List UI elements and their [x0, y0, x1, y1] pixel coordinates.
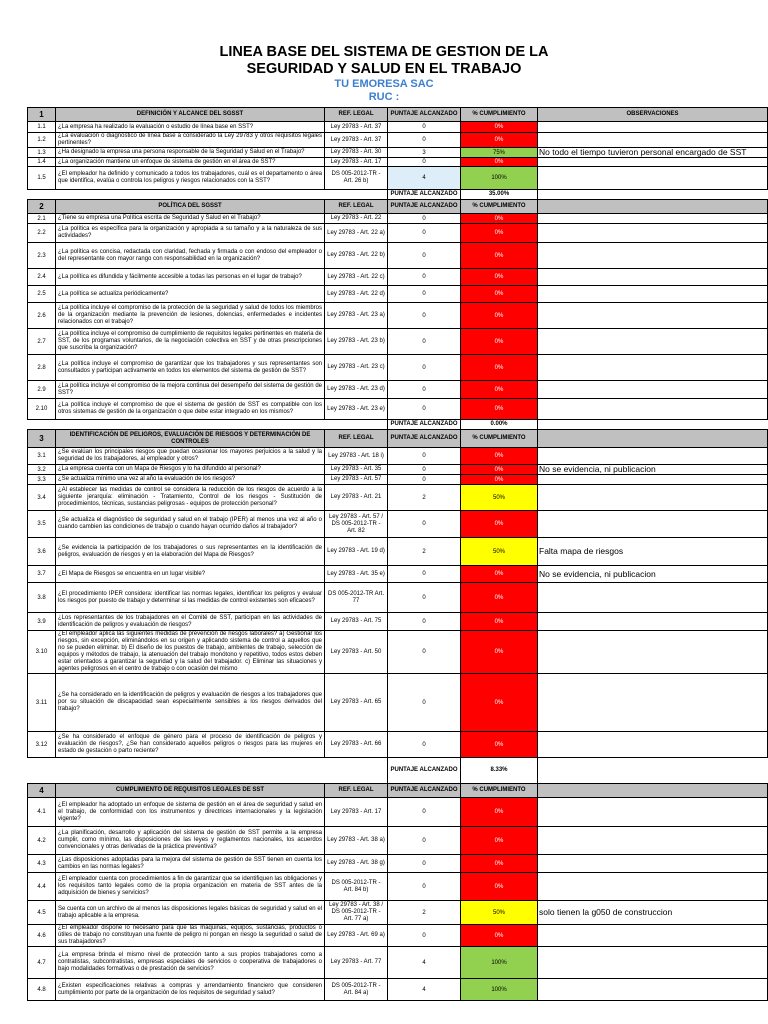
table-row: [28, 303, 768, 329]
table-row: [28, 269, 768, 286]
item-compliance: 100%: [461, 947, 538, 979]
section-header-row: [28, 108, 768, 122]
item-question: ¿La evaluación o diagnóstico de línea base a considerado la Ley 29783 y otros requisitos legales pertinentes?: [56, 133, 325, 148]
item-score: 0: [388, 329, 461, 355]
item-question: ¿La política es concisa, redactada con claridad, fechada y firmada o con endoso del empleador o del representante con mayor rango con responsabilidad en la organización?: [56, 243, 325, 269]
item-score: 0: [388, 566, 461, 583]
section-total-row: [28, 420, 768, 430]
column-header-score: PUNTAJE ALCANZADO: [388, 430, 461, 448]
item-question: ¿La empresa cuenta con un Mapa de Riesgos y lo ha difundido al personal?: [56, 465, 325, 475]
item-number: 4.1: [28, 798, 56, 827]
section-number: 4: [28, 784, 56, 798]
item-legal-ref: Ley 29783 - Art. 23 d): [325, 381, 388, 399]
item-number: 3.8: [28, 583, 56, 613]
table-row: [28, 979, 768, 1001]
item-legal-ref: Ley 29783 - Art. 35 e): [325, 566, 388, 583]
item-score: 0: [388, 214, 461, 224]
item-score: 0: [388, 674, 461, 732]
table-row: [28, 122, 768, 133]
item-score: 4: [388, 979, 461, 1001]
column-header-obs: OBSERVACIONES: [538, 108, 768, 122]
item-question: ¿El empleador ha adoptado un enfoque de sistema de gestión en el área de seguridad y salud en el trabajo, de conformidad con los instrumentos y directrices internacionales y la legislación vigente?: [56, 798, 325, 827]
item-legal-ref: Ley 29783 - Art. 23 e): [325, 399, 388, 420]
item-score: 2: [388, 538, 461, 566]
item-question: ¿La política es específica para la organización y apropiada a su tamaño y a la naturaleza de sus actividades?: [56, 224, 325, 243]
table-row: [28, 485, 768, 511]
item-question: ¿La organización mantiene un enfoque de sistema de gestión en el área de SST?: [56, 158, 325, 167]
item-question: ¿La política incluye el compromiso de la protección de la seguridad y salud de todos los miembros de la organización mediante la prevención de lesiones, dolencias, enfermedades e incidentes relacionados con el trabajo?: [56, 303, 325, 329]
item-observation: [538, 855, 768, 873]
item-legal-ref: Ley 29783 - Art. 38 g): [325, 855, 388, 873]
item-score: 0: [388, 631, 461, 674]
item-compliance: 0%: [461, 631, 538, 674]
item-legal-ref: Ley 29783 - Art. 22 a): [325, 224, 388, 243]
section-header-row: [28, 200, 768, 214]
table-row: [28, 674, 768, 732]
ruc-label: RUC :: [368, 91, 400, 103]
item-number: 2.5: [28, 286, 56, 303]
item-legal-ref: Ley 29783 - Art. 17: [325, 798, 388, 827]
item-compliance: 100%: [461, 979, 538, 1001]
item-legal-ref: Ley 29783 - Art. 19 d): [325, 538, 388, 566]
item-score: 0: [388, 399, 461, 420]
item-legal-ref: Ley 29783 - Art. 57 / DS 005-2012-TR - Art. 82: [325, 511, 388, 538]
item-question: ¿La política incluye el compromiso de garantizar que los trabajadores y sus representantes son consultados y participan activamente en todos los elementos del sistema de gestión de SST?: [56, 355, 325, 381]
item-compliance: 0%: [461, 133, 538, 148]
column-header-ref: REF. LEGAL: [325, 108, 388, 122]
item-compliance: 0%: [461, 269, 538, 286]
item-compliance: 0%: [461, 399, 538, 420]
baseline-table: [27, 107, 768, 1001]
table-row: [28, 855, 768, 873]
item-legal-ref: DS 005-2012-TR - Art. 84 a): [325, 979, 388, 1001]
item-legal-ref: Ley 29783 - Art. 66: [325, 732, 388, 758]
item-compliance: 0%: [461, 355, 538, 381]
item-number: 4.7: [28, 947, 56, 979]
item-observation: [538, 613, 768, 631]
section-number: 3: [28, 430, 56, 448]
item-score: 4: [388, 947, 461, 979]
item-observation: [538, 243, 768, 269]
item-question: ¿El Mapa de Riesgos se encuentra en un lugar visible?: [56, 566, 325, 583]
item-legal-ref: Ley 29783 - Art. 22 c): [325, 269, 388, 286]
item-score: 0: [388, 732, 461, 758]
item-number: 1.2: [28, 133, 56, 148]
item-number: 2.8: [28, 355, 56, 381]
item-number: 2.2: [28, 224, 56, 243]
spacer-cell: [538, 190, 768, 200]
section-total-label: PUNTAJE ALCANZADO: [388, 420, 461, 430]
item-question: ¿La política es difundida y fácilmente accesible a todas las personas en el lugar de trabajo?: [56, 269, 325, 286]
column-header-score: PUNTAJE ALCANZADO: [388, 108, 461, 122]
item-score: 2: [388, 901, 461, 925]
item-number: 3.2: [28, 465, 56, 475]
item-observation: [538, 631, 768, 674]
item-compliance: 0%: [461, 674, 538, 732]
section-title: CUMPLIMIENTO DE REQUISITOS LEGALES DE SST: [56, 784, 325, 798]
item-compliance: 0%: [461, 243, 538, 269]
item-number: 3.9: [28, 613, 56, 631]
table-row: [28, 286, 768, 303]
item-legal-ref: Ley 29783 - Art. 23 a): [325, 303, 388, 329]
item-compliance: 50%: [461, 538, 538, 566]
item-compliance: 0%: [461, 613, 538, 631]
item-legal-ref: Ley 29783 - Art. 30: [325, 148, 388, 158]
item-score: 0: [388, 798, 461, 827]
spacer-cell: [538, 420, 768, 430]
item-number: 3.11: [28, 674, 56, 732]
item-observation: [538, 214, 768, 224]
item-score: 4: [388, 167, 461, 190]
item-question: ¿Los representantes de los trabajadores en el Comité de SST, participan en las actividades de identificación de peligros y evaluación de riesgos?: [56, 613, 325, 631]
item-legal-ref: Ley 29783 - Art. 23 c): [325, 355, 388, 381]
table-row: [28, 583, 768, 613]
item-number: 1.1: [28, 122, 56, 133]
item-question: Se cuenta con un archivo de al menos las disposiciones legales básicas de seguridad y salud en el trabajo aplicable a la empresa.: [56, 901, 325, 925]
item-compliance: 0%: [461, 732, 538, 758]
item-number: 4.6: [28, 925, 56, 947]
spacer-cell: [28, 758, 388, 784]
section-title: DEFINICIÓN Y ALCANCE DEL SGSST: [56, 108, 325, 122]
item-compliance: 0%: [461, 122, 538, 133]
item-legal-ref: Ley 29783 - Art. 22 b): [325, 243, 388, 269]
table-row: [28, 925, 768, 947]
item-number: 4.3: [28, 855, 56, 873]
item-score: 0: [388, 355, 461, 381]
item-score: 0: [388, 122, 461, 133]
item-observation: [538, 269, 768, 286]
section-header-row: [28, 430, 768, 448]
item-number: 1.5: [28, 167, 56, 190]
table-row: [28, 947, 768, 979]
item-question: ¿Existen especificaciones relativas a compras y arrendamiento financiero que consideren cumplimiento por parte de la organización de los requisitos de seguridad y salud?: [56, 979, 325, 1001]
item-compliance: 0%: [461, 827, 538, 855]
item-number: 4.8: [28, 979, 56, 1001]
item-compliance: 0%: [461, 224, 538, 243]
item-observation: [538, 381, 768, 399]
table-row: [28, 465, 768, 475]
item-compliance: 0%: [461, 873, 538, 901]
item-question: ¿La política incluye el compromiso de que el sistema de gestión de SST es compatible con los otros sistemas de gestión de la organización o que debe estar integrado en los mismos?: [56, 399, 325, 420]
item-compliance: 50%: [461, 901, 538, 925]
column-header-pct: % CUMPLIMIENTO: [461, 430, 538, 448]
company-name: TU EMORESA SAC: [334, 78, 434, 90]
column-header-score: PUNTAJE ALCANZADO: [388, 200, 461, 214]
item-number: 4.2: [28, 827, 56, 855]
item-legal-ref: Ley 29783 - Art. 65: [325, 674, 388, 732]
item-question: ¿Se actualiza el diagnóstico de seguridad y salud en el trabajo (IPER) al menos una vez al año o cuando cambien las condiciones de trabajo o cuando hayan ocurrido daños al trabajador?: [56, 511, 325, 538]
item-number: 3.6: [28, 538, 56, 566]
item-score: 0: [388, 613, 461, 631]
item-question: ¿La empresa ha realizado la evaluación o estudio de línea base en SST?: [56, 122, 325, 133]
item-observation: [538, 583, 768, 613]
item-question: ¿Tiene su empresa una Política escrita de Seguridad y Salud en el Trabajo?: [56, 214, 325, 224]
item-legal-ref: Ley 29783 - Art. 75: [325, 613, 388, 631]
table-row: [28, 399, 768, 420]
item-legal-ref: DS 005-2012-TR - Art. 26 b): [325, 167, 388, 190]
item-observation: [538, 329, 768, 355]
section-total-value: 8.33%: [461, 758, 538, 784]
item-question: ¿El empleador ha definido y comunicado a todos los trabajadores, cuál es el departamento o área que identifica, evalúa o controla los peligros y riesgos relacionados con la SST?: [56, 167, 325, 190]
column-header-obs: [538, 200, 768, 214]
item-question: ¿El empleador cuenta con procedimientos a fin de garantizar que se identifiquen las obligaciones y los requisitos tanto legales como de la propia organización en materia de SST antes de la adquisición de bienes y servicios?: [56, 873, 325, 901]
item-observation: [538, 158, 768, 167]
item-score: 0: [388, 827, 461, 855]
item-observation: [538, 798, 768, 827]
item-score: 0: [388, 583, 461, 613]
item-observation: [538, 303, 768, 329]
item-question: ¿Se ha considerado el enfoque de género para el proceso de identificación de peligros y evaluación de riesgos?, ¿Se han considerado aquellos peligros o riesgos para las mujeres en estado de gestación o parto reciente?: [56, 732, 325, 758]
section-total-label: PUNTAJE ALCANZADO: [388, 758, 461, 784]
item-compliance: 75%: [461, 148, 538, 158]
table-row: [28, 214, 768, 224]
item-question: ¿Se actualiza mínimo una vez al año la evaluación de los riesgos?: [56, 475, 325, 485]
spacer-cell: [28, 190, 388, 200]
item-question: ¿Al establecer las medidas de control se considera la reducción de los riesgos de acuerdo a la siguiente jerarquía: eliminación - Tratamiento, Control de los riesgos - Sustitución de procedimientos, técnicas, sustancias peligrosas - equipos de protección personal?: [56, 485, 325, 511]
item-legal-ref: Ley 29783 - Art. 22: [325, 214, 388, 224]
item-legal-ref: Ley 29783 - Art. 18 i): [325, 448, 388, 465]
item-question: ¿La empresa brinda el mismo nivel de protección tanto a sus propios trabajadores como a contratistas, subcontratistas, empresas especiales de servicios o cooperativa de trabajadores o bajo modalidades formativas o de prestación de servicios?: [56, 947, 325, 979]
item-question: ¿El procedimiento IPER considera: identificar las normas legales, identificar los peligros y evaluar los riesgos por puesto de trabajo y determinar si las medidas de control existentes son eficaces?: [56, 583, 325, 613]
item-legal-ref: Ley 29783 - Art. 57: [325, 475, 388, 485]
item-observation: [538, 732, 768, 758]
item-observation: [538, 979, 768, 1001]
table-row: [28, 448, 768, 465]
item-number: 2.7: [28, 329, 56, 355]
item-compliance: 0%: [461, 158, 538, 167]
table-row: [28, 827, 768, 855]
item-observation: [538, 947, 768, 979]
item-number: 2.6: [28, 303, 56, 329]
item-observation: [538, 448, 768, 465]
column-header-pct: % CUMPLIMIENTO: [461, 784, 538, 798]
table-row: [28, 613, 768, 631]
item-observation: Falta mapa de riesgos: [538, 538, 768, 566]
section-total-label: PUNTAJE ALCANZADO: [388, 190, 461, 200]
item-compliance: 0%: [461, 286, 538, 303]
item-score: 3: [388, 148, 461, 158]
item-question: ¿La política incluye el compromiso de cumplimiento de requisitos legales pertinentes en materia de SST, de los programas voluntarios, de la negociación colectiva en SST y de otras prescripciones que suscriba la organización?: [56, 329, 325, 355]
section-number: 1: [28, 108, 56, 122]
item-observation: [538, 475, 768, 485]
item-compliance: 0%: [461, 381, 538, 399]
item-compliance: 0%: [461, 329, 538, 355]
item-compliance: 0%: [461, 583, 538, 613]
item-number: 3.10: [28, 631, 56, 674]
column-header-pct: % CUMPLIMIENTO: [461, 200, 538, 214]
item-score: 0: [388, 133, 461, 148]
item-question: ¿La planificación, desarrollo y aplicación del sistema de gestión de SST permite a la empresa cumplir, como mínimo, las disposiciones de las leyes y reglamentos nacionales, los acuerdos convencionales y otras derivadas de la práctica preventiva?: [56, 827, 325, 855]
spacer-cell: [28, 420, 388, 430]
item-observation: [538, 122, 768, 133]
item-observation: [538, 133, 768, 148]
item-legal-ref: Ley 29783 - Art. 35: [325, 465, 388, 475]
item-number: 3.1: [28, 448, 56, 465]
table-row: [28, 355, 768, 381]
item-compliance: 0%: [461, 925, 538, 947]
item-number: 1.4: [28, 158, 56, 167]
column-header-ref: REF. LEGAL: [325, 430, 388, 448]
item-legal-ref: Ley 29783 - Art. 21: [325, 485, 388, 511]
column-header-obs: [538, 784, 768, 798]
item-question: ¿Las disposiciones adoptadas para la mejora del sistema de gestión de SST tienen en cuenta los cambios en las normas legales?: [56, 855, 325, 873]
table-row: [28, 538, 768, 566]
table-row: [28, 133, 768, 148]
table-row: [28, 798, 768, 827]
item-compliance: 0%: [461, 855, 538, 873]
section-title: IDENTIFICACIÓN DE PELIGROS, EVALUACIÓN DE RIESGOS Y DETERMINACIÓN DE CONTROLES: [56, 430, 325, 448]
column-header-ref: REF. LEGAL: [325, 784, 388, 798]
item-legal-ref: Ley 29783 - Art. 37: [325, 122, 388, 133]
item-legal-ref: Ley 29783 - Art. 38 a): [325, 827, 388, 855]
item-number: 3.5: [28, 511, 56, 538]
item-legal-ref: Ley 29783 - Art. 38 / DS 005-2012-TR - Art. 77 a): [325, 901, 388, 925]
item-number: 3.4: [28, 485, 56, 511]
table-row: [28, 243, 768, 269]
item-observation: [538, 511, 768, 538]
report-header: [0, 44, 768, 104]
item-observation: [538, 925, 768, 947]
item-score: 2: [388, 485, 461, 511]
section-total-value: 0.00%: [461, 420, 538, 430]
item-legal-ref: Ley 29783 - Art. 69 a): [325, 925, 388, 947]
item-question: ¿El empleador aplica las siguientes medidas de prevención de riesgos laborales? a) Gestionar los riesgos, sin excepción, eliminándolos en su origen y aplicando sistema de control a aquellos que no se pueden eliminar. b) El diseño de los puestos de trabajo, ambientes de trabajo, selección de equipos y métodos de trabajo, la atenuación del trabajo monótono y repetitivo, todos estos deben estar orientados a garantizar la seguridad y la salud del trabajador. c) Eliminar las situaciones y agentes peligrosos en el centro de trabajo o con ocasión del mismo: [56, 631, 325, 674]
item-compliance: 50%: [461, 485, 538, 511]
item-score: 0: [388, 224, 461, 243]
item-score: 0: [388, 303, 461, 329]
table-row: [28, 148, 768, 158]
item-legal-ref: DS 005-2012-TR - Art. 84 b): [325, 873, 388, 901]
report-title-line1: LINEA BASE DEL SISTEMA DE GESTION DE LA: [219, 44, 549, 60]
item-legal-ref: Ley 29783 - Art. 37: [325, 133, 388, 148]
item-legal-ref: DS 005-2012-TR Art. 77: [325, 583, 388, 613]
item-score: 0: [388, 269, 461, 286]
item-legal-ref: Ley 29783 - Art. 22 d): [325, 286, 388, 303]
item-compliance: 0%: [461, 511, 538, 538]
item-compliance: 0%: [461, 214, 538, 224]
item-number: 1.3: [28, 148, 56, 158]
item-score: 0: [388, 475, 461, 485]
table-row: [28, 511, 768, 538]
item-observation: No se evidencia, ni publicacion: [538, 566, 768, 583]
item-legal-ref: Ley 29783 - Art. 23 b): [325, 329, 388, 355]
item-question: ¿Se ha considerado en la identificación de peligros y evaluación de riesgos a los trabajadores que por su situación de discapacidad sean especialmente sensibles a los riesgos derivados del trabajo?: [56, 674, 325, 732]
section-total-row: [28, 190, 768, 200]
item-question: ¿El empleador dispone lo necesario para que las máquinas, equipos, sustancias, productos o útiles de trabajo no constituyan una fuente de peligro ni pongan en riesgo la seguridad o salud de sus trabajadores?: [56, 925, 325, 947]
item-number: 2.9: [28, 381, 56, 399]
section-number: 2: [28, 200, 56, 214]
item-compliance: 0%: [461, 566, 538, 583]
item-score: 0: [388, 286, 461, 303]
item-question: ¿Ha designado la empresa una persona responsable de la Seguridad y Salud en el Trabajo?: [56, 148, 325, 158]
item-number: 2.10: [28, 399, 56, 420]
item-compliance: 0%: [461, 448, 538, 465]
column-header-ref: REF. LEGAL: [325, 200, 388, 214]
item-observation: [538, 399, 768, 420]
item-score: 0: [388, 448, 461, 465]
item-legal-ref: Ley 29783 - Art. 17: [325, 158, 388, 167]
table-row: [28, 167, 768, 190]
item-compliance: 0%: [461, 798, 538, 827]
table-row: [28, 631, 768, 674]
item-legal-ref: Ley 29783 - Art. 50: [325, 631, 388, 674]
column-header-obs: [538, 430, 768, 448]
table-row: [28, 381, 768, 399]
table-row: [28, 224, 768, 243]
section-header-row: [28, 784, 768, 798]
item-question: ¿La política incluye el compromiso de la mejora continua del desempeño del sistema de gestión de SST?: [56, 381, 325, 399]
item-number: 4.5: [28, 901, 56, 925]
item-observation: [538, 827, 768, 855]
column-header-score: PUNTAJE ALCANZADO: [388, 784, 461, 798]
item-question: ¿Se evalúan los principales riesgos que puedan ocasionar los mayores perjuicios a la salud y la seguridad de los trabajadores, al empleador y otros?: [56, 448, 325, 465]
item-number: 4.4: [28, 873, 56, 901]
item-score: 0: [388, 243, 461, 269]
column-header-pct: % CUMPLIMIENTO: [461, 108, 538, 122]
item-observation: [538, 485, 768, 511]
item-score: 0: [388, 855, 461, 873]
table-row: [28, 158, 768, 167]
item-observation: [538, 873, 768, 901]
item-observation: [538, 167, 768, 190]
item-score: 0: [388, 925, 461, 947]
item-observation: No se evidencia, ni publicacion: [538, 465, 768, 475]
item-score: 0: [388, 511, 461, 538]
item-number: 2.1: [28, 214, 56, 224]
item-score: 0: [388, 873, 461, 901]
table-row: [28, 901, 768, 925]
item-number: 3.3: [28, 475, 56, 485]
table-row: [28, 475, 768, 485]
section-title: POLÍTICA DEL SGSST: [56, 200, 325, 214]
item-score: 0: [388, 465, 461, 475]
table-row: [28, 566, 768, 583]
item-observation: [538, 355, 768, 381]
item-number: 3.12: [28, 732, 56, 758]
report-title-line2: SEGURIDAD Y SALUD EN EL TRABAJO: [246, 61, 522, 77]
spacer-cell: [538, 758, 768, 784]
table-row: [28, 732, 768, 758]
item-question: ¿Se evidencia la participación de los trabajadores o sus representantes en la identificación de peligros, evaluación de riesgos y en la elaboración del Mapa de Riesgos?: [56, 538, 325, 566]
item-observation: [538, 224, 768, 243]
item-compliance: 0%: [461, 303, 538, 329]
item-observation: No todo el tiempo tuvieron personal encargado de SST: [538, 148, 768, 158]
item-number: 2.3: [28, 243, 56, 269]
item-compliance: 0%: [461, 475, 538, 485]
table-row: [28, 329, 768, 355]
item-number: 3.7: [28, 566, 56, 583]
item-compliance: 0%: [461, 465, 538, 475]
item-question: ¿La política se actualiza periódicamente?: [56, 286, 325, 303]
item-compliance: 100%: [461, 167, 538, 190]
item-legal-ref: Ley 29783 - Art. 77: [325, 947, 388, 979]
item-observation: [538, 286, 768, 303]
item-score: 0: [388, 158, 461, 167]
item-number: 2.4: [28, 269, 56, 286]
item-observation: [538, 674, 768, 732]
item-score: 0: [388, 381, 461, 399]
section-total-value: 35.00%: [461, 190, 538, 200]
section-total-row: [28, 758, 768, 784]
item-observation: solo tienen la g050 de construccion: [538, 901, 768, 925]
table-row: [28, 873, 768, 901]
